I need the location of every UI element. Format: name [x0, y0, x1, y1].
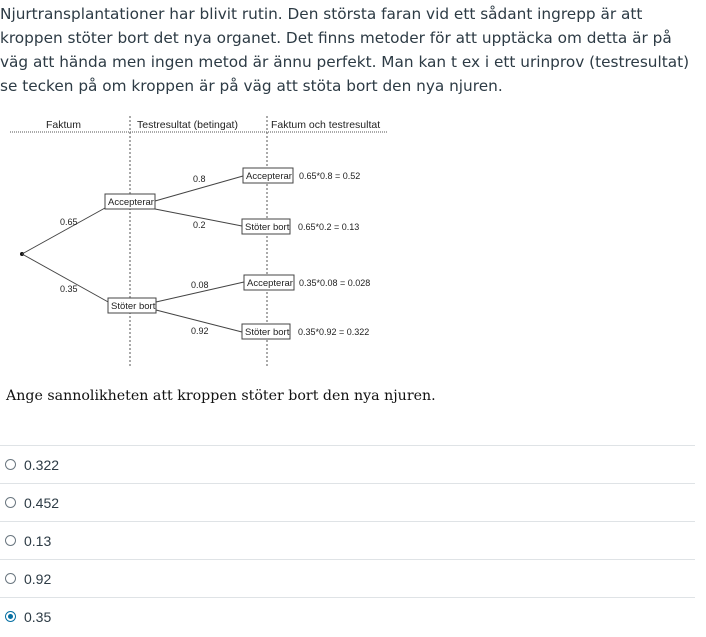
answer-option-label: 0.92 [24, 570, 52, 587]
leaf-accept-1: Accepterar [246, 171, 292, 182]
tree-header-both: Faktum och testresultat [271, 119, 381, 131]
leaf-reject-1: Stöter bort [245, 222, 290, 233]
radio-button[interactable] [5, 459, 16, 470]
leaf-reject-2: Stöter bort [245, 327, 290, 338]
answer-option-label: 0.13 [24, 532, 52, 549]
question-intro-text: Njurtransplantationer har blivit rutin. Den största faran vid ett sådant ingrepp är att kroppen stöter bort det nya organet. Det finns metoder för att upptäcka om detta är på väg att hända men ingen metod är ännu perfekt. Man kan t ex i ett urinprov (testresultat) se tecken på om kroppen är på väg att stöta bort den nya njuren. [0, 5, 690, 95]
question-prompt: Ange sannolikheten att kroppen stöter bort den nya njuren. [6, 388, 436, 404]
answer-option-label: 0.35 [24, 608, 52, 625]
branch-prob-0.92: 0.92 [191, 326, 209, 336]
leaf-accept-2: Accepterar [247, 278, 293, 289]
radio-button-selected[interactable] [5, 611, 16, 622]
branch-prob-0.08: 0.08 [191, 280, 209, 290]
leaf-product-2: 0.65*0.2 = 0.13 [298, 222, 360, 232]
branch-prob-0.8: 0.8 [193, 174, 206, 184]
tree-header-test: Testresultat (betingat) [137, 119, 238, 131]
answer-option-2[interactable] [0, 483, 695, 521]
radio-button[interactable] [5, 497, 16, 508]
leaf-product-3: 0.35*0.08 = 0.028 [299, 278, 371, 288]
leaf-product-4: 0.35*0.92 = 0.322 [298, 327, 370, 337]
answer-option-5[interactable] [0, 597, 695, 635]
answer-option-label: 0.452 [24, 494, 60, 511]
answer-option-label: 0.322 [24, 456, 60, 473]
radio-button[interactable] [5, 535, 16, 546]
probability-tree-diagram [0, 112, 400, 372]
answer-option-3[interactable] [0, 521, 695, 559]
radio-button[interactable] [5, 573, 16, 584]
answer-options [0, 445, 695, 635]
branch-prob-reject: 0.35 [60, 284, 78, 294]
leaf-product-1: 0.65*0.8 = 0.52 [299, 171, 361, 181]
branch-prob-0.2: 0.2 [193, 220, 206, 230]
answer-option-1[interactable] [0, 445, 695, 483]
tree-header-faktum: Faktum [46, 119, 82, 131]
branch-prob-accept: 0.65 [60, 217, 78, 227]
answer-option-4[interactable] [0, 559, 695, 597]
node-reject: Stöter bort [111, 301, 156, 312]
node-accept: Accepterar [108, 197, 154, 208]
